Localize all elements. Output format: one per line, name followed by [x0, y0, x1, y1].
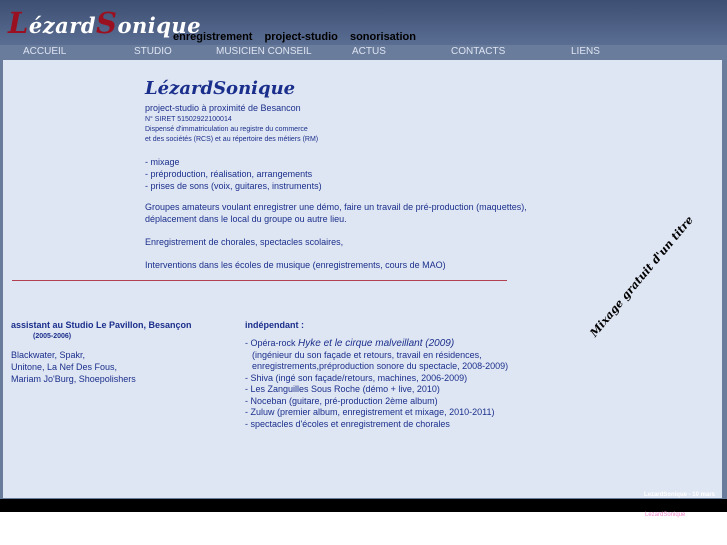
studio-years: (2005-2006)	[33, 333, 72, 340]
footer-bar	[0, 499, 727, 512]
logo-part2: onique	[117, 13, 202, 38]
divider-line	[12, 280, 507, 281]
nav-accueil[interactable]: ACCUEIL	[23, 46, 67, 57]
content-area	[3, 60, 722, 498]
logo-part1: ézard	[28, 13, 97, 38]
nav-contacts[interactable]: CONTACTS	[451, 46, 506, 57]
independant-item: - spectacles d'écoles et enregistrement de chorales	[245, 418, 450, 429]
independant-item: - Noceban (guitare, pré-production 2ème album)	[245, 395, 438, 406]
studio-list-item: Mariam Jo'Burg, Shoepolishers	[11, 374, 136, 384]
promo-stamp: Mixage gratuit d'un titre	[587, 213, 696, 340]
logo-cap-l: L	[8, 6, 29, 40]
paragraph-groups-2: déplacement dans le local du groupe ou autre lieu.	[145, 214, 347, 224]
tagline-item: project-studio	[264, 31, 338, 43]
opera-detail: (ingénieur du son façade et retours, travail en résidences,	[252, 349, 482, 360]
independant-list	[245, 338, 508, 430]
nav-actus[interactable]: ACTUS	[352, 46, 386, 57]
studio-list-item: Blackwater, Spakr,	[11, 350, 86, 360]
footer-link[interactable]: LezardSonique	[645, 512, 686, 518]
dispense-line1: Dispensé d'immatriculation au registre du commerce	[145, 126, 308, 133]
paragraph-groups: Groupes amateurs voulant enregistrer une démo, faire un travail de pré-production (maquettes),	[145, 202, 527, 212]
independant-heading: indépendant :	[245, 320, 304, 330]
paragraph-interventions: Interventions dans les écoles de musique (enregistrements, cours de MAO)	[145, 260, 446, 270]
tagline	[173, 31, 425, 43]
paragraph-chorales: Enregistrement de chorales, spectacles scolaires,	[145, 237, 344, 247]
opera-prefix: - Opéra-rock	[245, 338, 299, 348]
tagline-item: sonorisation	[349, 31, 416, 43]
nav-liens[interactable]: LIENS	[571, 46, 600, 57]
opera-detail: enregistrements,préproduction sonore du spectacle, 2008-2009)	[252, 361, 509, 371]
nav-musicien-conseil[interactable]: MUSICIEN CONSEIL	[216, 46, 312, 57]
opera-title: Hyke et le cirque malveillant (2009)	[298, 338, 455, 349]
nav-studio[interactable]: STUDIO	[134, 46, 172, 57]
independant-item: - Zuluw (premier album, enregistrement et mixage, 2010-2011)	[245, 407, 495, 417]
footer-text: LezardSonique - 10 mars	[643, 492, 715, 498]
subtitle: project-studio à proximité de Besancon	[145, 103, 301, 113]
independant-item: - Les Zanguilles Sous Roche (démo + live, 2010)	[245, 384, 440, 394]
studio-list-item: Unitone, La Nef Des Fous,	[11, 362, 118, 372]
page-title: LézardSonique	[145, 78, 296, 99]
dispense-line2: et des sociétés (RCS) et au répertoire des métiers (RM)	[145, 136, 319, 143]
opera-item	[245, 338, 508, 350]
service-item: - prises de sons (voix, guitares, instruments)	[145, 181, 322, 191]
siret: N° SIRET 51502922100014	[145, 116, 232, 123]
independant-item: - Shiva (ingé son façade/retours, machines, 2006-2009)	[245, 372, 468, 383]
service-item: - préproduction, réalisation, arrangements	[145, 169, 313, 179]
studio-list	[11, 349, 136, 385]
header	[0, 0, 727, 45]
service-item: - mixage	[145, 157, 180, 167]
main-nav	[0, 45, 727, 59]
tagline-item: enregistrement	[173, 31, 253, 43]
studio-heading: assistant au Studio Le Pavillon, Besançon	[11, 320, 192, 330]
logo-cap-s: S	[96, 6, 118, 40]
